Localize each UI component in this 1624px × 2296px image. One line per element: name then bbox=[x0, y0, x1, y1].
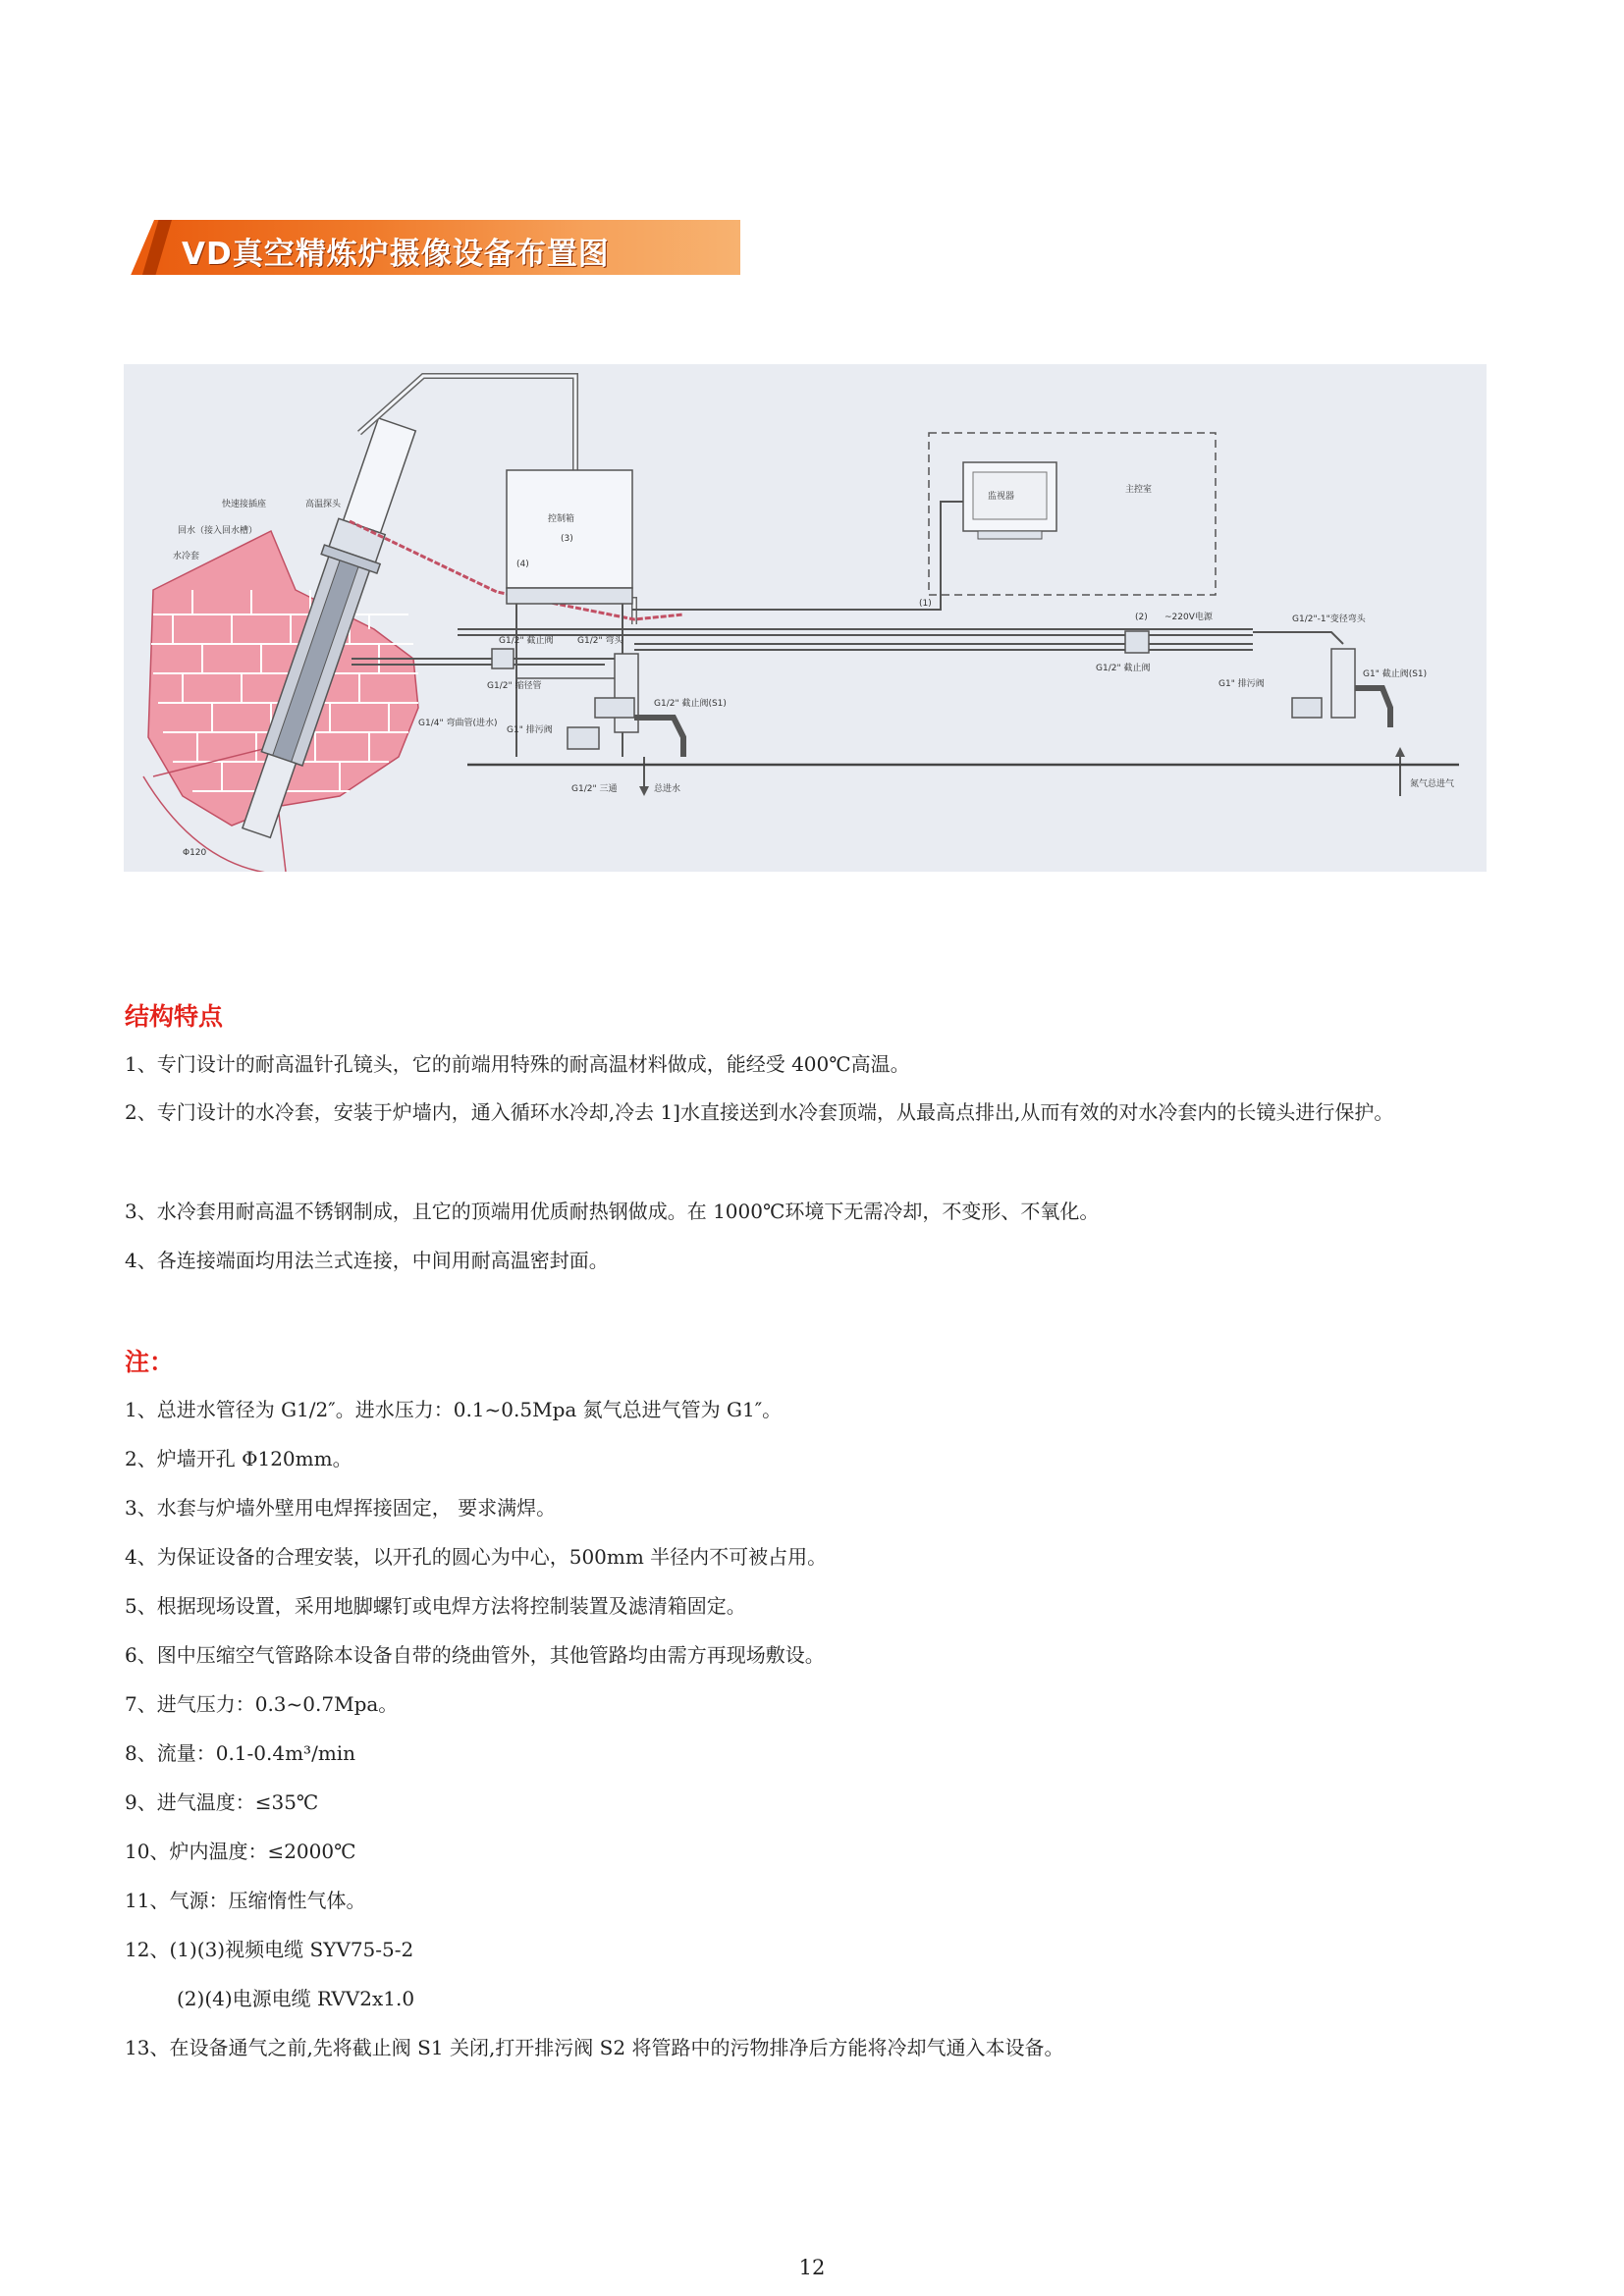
svg-text:(2): (2) bbox=[1135, 613, 1148, 622]
note-item: 10、炉内温度：≤2000℃ bbox=[125, 1840, 356, 1863]
note-item: 6、图中压缩空气管路除本设备自带的绕曲管外，其他管路均由需方再现场敷设。 bbox=[125, 1643, 825, 1667]
svg-text:G1/2" 截止阀: G1/2" 截止阀 bbox=[499, 636, 554, 646]
svg-text:水冷套: 水冷套 bbox=[173, 552, 200, 561]
svg-text:高温探头: 高温探头 bbox=[305, 500, 342, 509]
svg-text:G1/2" 缩径管: G1/2" 缩径管 bbox=[487, 681, 542, 691]
page-title: VD真空精炼炉摄像设备布置图 bbox=[182, 237, 610, 272]
svg-text:G1" 排污阀: G1" 排污阀 bbox=[507, 725, 553, 735]
notes-heading: 注： bbox=[125, 1348, 175, 1376]
layout-diagram bbox=[124, 364, 1487, 872]
svg-text:G1/2" 三通: G1/2" 三通 bbox=[571, 784, 618, 794]
diagram-svg bbox=[124, 364, 1487, 872]
features-heading: 结构特点 bbox=[125, 1002, 224, 1031]
svg-text:G1/4" 弯曲管(进水): G1/4" 弯曲管(进水) bbox=[418, 719, 498, 728]
feature-item: 4、各连接端面均用法兰式连接，中间用耐高温密封面。 bbox=[125, 1249, 609, 1272]
svg-text:Φ120: Φ120 bbox=[183, 848, 207, 858]
svg-text:(1): (1) bbox=[919, 599, 932, 609]
note-item: 9、进气温度：≤35℃ bbox=[125, 1790, 319, 1814]
note-item: 1、总进水管径为 G1/2″。进水压力：0.1~0.5Mpa 氮气总进气管为 G1″。 bbox=[125, 1398, 783, 1421]
svg-text:氮气总进气: 氮气总进气 bbox=[1410, 779, 1455, 789]
svg-text:G1/2" 截止阀(S1): G1/2" 截止阀(S1) bbox=[654, 699, 727, 709]
svg-text:总进水: 总进水 bbox=[654, 784, 681, 794]
svg-text:(3): (3) bbox=[561, 534, 573, 544]
main-control-room-label: 主控室 bbox=[1125, 485, 1153, 495]
control-box bbox=[507, 470, 632, 588]
note-item: 3、水套与炉墙外壁用电焊挥接固定， 要求满焊。 bbox=[125, 1496, 557, 1520]
svg-text:G1/2" 截止阀: G1/2" 截止阀 bbox=[1096, 664, 1151, 673]
control-box-label: 控制箱 bbox=[548, 514, 575, 524]
note-item: 13、在设备通气之前,先将截止阀 S1 关闭,打开排污阀 S2 将管路中的污物排净后方能将冷却气通入本设备。 bbox=[125, 2036, 1064, 2059]
svg-text:~220V电源: ~220V电源 bbox=[1164, 613, 1213, 622]
note-item: 2、炉墙开孔 Φ120mm。 bbox=[125, 1447, 352, 1470]
svg-text:G1" 截止阀(S1): G1" 截止阀(S1) bbox=[1363, 669, 1428, 679]
note-item: 8、流量：0.1-0.4m³/min bbox=[125, 1741, 356, 1765]
feature-item: 2、专门设计的水冷套，安装于炉墙内，通入循环水冷却,冷去 1]水直接送到水冷套顶端，从最高点排出,从而有效的对水冷套内的长镜头进行保护。 bbox=[125, 1100, 1394, 1124]
note-item: 4、为保证设备的合理安装，以开孔的圆心为中心，500mm 半径内不可被占用。 bbox=[125, 1545, 828, 1569]
svg-text:(4): (4) bbox=[516, 560, 529, 569]
feature-item: 1、专门设计的耐高温针孔镜头，它的前端用特殊的耐高温材料做成，能经受 400℃高温。 bbox=[125, 1052, 910, 1076]
monitor-label: 监视器 bbox=[988, 492, 1015, 502]
page-number: 12 bbox=[798, 2256, 826, 2279]
svg-text:快速接插座: 快速接插座 bbox=[222, 500, 267, 509]
feature-item: 3、水冷套用耐高温不锈钢制成，且它的顶端用优质耐热钢做成。在 1000℃环境下无需冷却，不变形、不氧化。 bbox=[125, 1200, 1100, 1223]
note-item: 12、(1)(3)视频电缆 SYV75-5-2 bbox=[125, 1938, 414, 1961]
note-item: 5、根据现场设置，采用地脚螺钉或电焊方法将控制装置及滤清箱固定。 bbox=[125, 1594, 746, 1618]
title-banner bbox=[121, 220, 740, 275]
svg-text:回水（接入回水槽）: 回水（接入回水槽） bbox=[178, 526, 258, 536]
note-item: 11、气源：压缩惰性气体。 bbox=[125, 1889, 366, 1912]
note-item: (2)(4)电源电缆 RVV2x1.0 bbox=[177, 1987, 415, 2010]
svg-text:G1" 排污阀: G1" 排污阀 bbox=[1218, 679, 1265, 689]
svg-text:G1/2"-1"变径弯头: G1/2"-1"变径弯头 bbox=[1292, 614, 1366, 624]
note-item: 7、进气压力：0.3~0.7Mpa。 bbox=[125, 1692, 399, 1716]
svg-text:G1/2" 弯头: G1/2" 弯头 bbox=[577, 636, 623, 646]
